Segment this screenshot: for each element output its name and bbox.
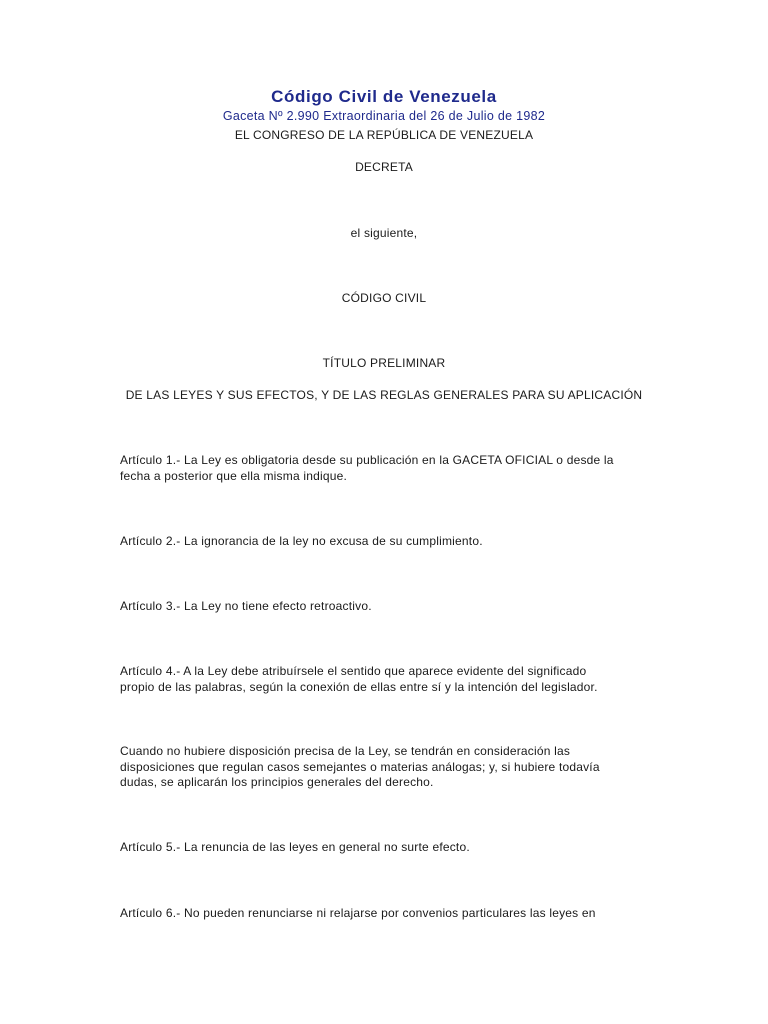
article-6 bbox=[120, 906, 660, 922]
article-4 bbox=[120, 664, 660, 695]
article-2 bbox=[120, 534, 660, 550]
article-3 bbox=[120, 599, 660, 615]
article-1-line-1: Artículo 1.- La Ley es obligatoria desde su publicación en la GACETA OFICIAL o desde la bbox=[120, 453, 614, 467]
gazette-reference: Gaceta Nº 2.990 Extraordinaria del 26 de Julio de 1982 bbox=[222, 109, 546, 123]
article-6-line-1: Artículo 6.- No pueden renunciarse ni relajarse por convenios particulares las leyes en bbox=[120, 906, 596, 920]
decreta-heading: DECRETA bbox=[355, 160, 413, 174]
article-5-line-1: Artículo 5.- La renuncia de las leyes en general no surte efecto. bbox=[120, 840, 470, 854]
article-4-line-2: propio de las palabras, según la conexión de ellas entre sí y la intención del legislador. bbox=[120, 679, 598, 694]
article-4b-line-1: Cuando no hubiere disposición precisa de la Ley, se tendrán en consideración las bbox=[120, 744, 571, 758]
article-4b-line-3: dudas, se aplicarán los principios generales del derecho. bbox=[120, 775, 434, 789]
siguiente-text: el siguiente, bbox=[350, 226, 418, 240]
article-4-paragraph-2 bbox=[120, 744, 660, 791]
article-3-line-1: Artículo 3.- La Ley no tiene efecto retroactivo. bbox=[120, 599, 372, 613]
document-title: Código Civil de Venezuela bbox=[271, 87, 497, 106]
congress-heading: EL CONGRESO DE LA REPÚBLICA DE VENEZUELA bbox=[234, 128, 534, 142]
article-4b-line-2: disposiciones que regulan casos semejantes o materias análogas; y, si hubiere todavía bbox=[120, 759, 600, 774]
article-1 bbox=[120, 453, 660, 484]
article-4-line-1: Artículo 4.- A la Ley debe atribuírsele el sentido que aparece evidente del significado bbox=[120, 664, 587, 678]
titulo-description: DE LAS LEYES Y SUS EFECTOS, Y DE LAS REGLAS GENERALES PARA SU APLICACIÓN bbox=[125, 388, 643, 402]
titulo-preliminar-heading: TÍTULO PRELIMINAR bbox=[322, 356, 446, 370]
codigo-civil-heading: CÓDIGO CIVIL bbox=[341, 291, 427, 305]
article-2-line-1: Artículo 2.- La ignorancia de la ley no excusa de su cumplimiento. bbox=[120, 534, 483, 548]
article-1-line-2: fecha a posterior que ella misma indique. bbox=[120, 468, 347, 483]
article-5 bbox=[120, 840, 660, 856]
